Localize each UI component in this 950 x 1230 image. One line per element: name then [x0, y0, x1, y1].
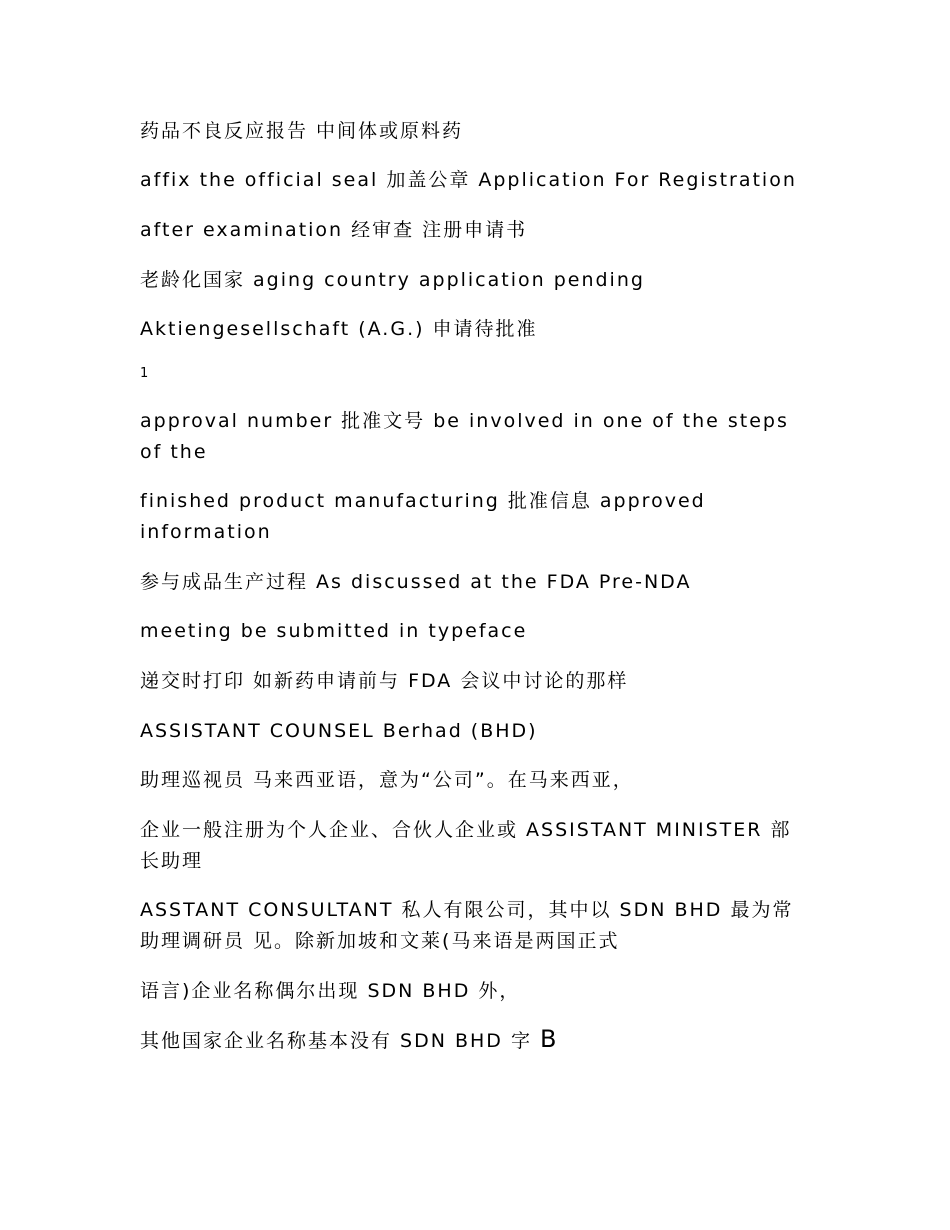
text-line-12: 助理巡视员 马来西亚语，意为“公司”。在马来西亚，: [140, 769, 634, 791]
trailing-letter: B: [540, 1025, 557, 1053]
text-line-7: finished product manufacturing 批准信息 approved information: [140, 490, 706, 543]
text-line-10: 递交时打印 如新药申请前与 FDA 会议中讨论的那样: [140, 670, 629, 692]
text-line-5: Aktiengesellschaft (A.G.) 申请待批准: [140, 318, 538, 340]
text-line-16: [140, 1024, 810, 1057]
text-line-3: after examination 经审查 注册申请书: [140, 219, 528, 241]
text-line-16-content: 其他国家企业名称基本没有 SDN BHD 字: [140, 1030, 532, 1052]
text-line-11: ASSISTANT COUNSEL Berhad (BHD): [140, 720, 538, 742]
text-line-9: meeting be submitted in typeface: [140, 620, 528, 642]
text-line-13: 企业一般注册为个人企业、合伙人企业或 ASSISTANT MINISTER 部长助理: [140, 819, 792, 872]
text-line-6: approval number 批准文号 be involved in one of the steps of the: [140, 410, 789, 463]
text-line-2: affix the official seal 加盖公章 Application For Registration: [140, 169, 797, 191]
text-line-1: 药品不良反应报告 中间体或原料药: [140, 120, 464, 142]
text-line-8: 参与成品生产过程 As discussed at the FDA Pre-NDA: [140, 571, 692, 593]
page-number: 1: [140, 366, 149, 381]
text-line-14: ASSTANT CONSULTANT 私人有限公司，其中以 SDN BHD 最为常助理调研员 见。除新加坡和文莱(马来语是两国正式: [140, 899, 794, 952]
text-line-4: 老龄化国家 aging country application pending: [140, 269, 645, 291]
text-line-15: 语言)企业名称偶尔出现 SDN BHD 外，: [140, 980, 521, 1002]
